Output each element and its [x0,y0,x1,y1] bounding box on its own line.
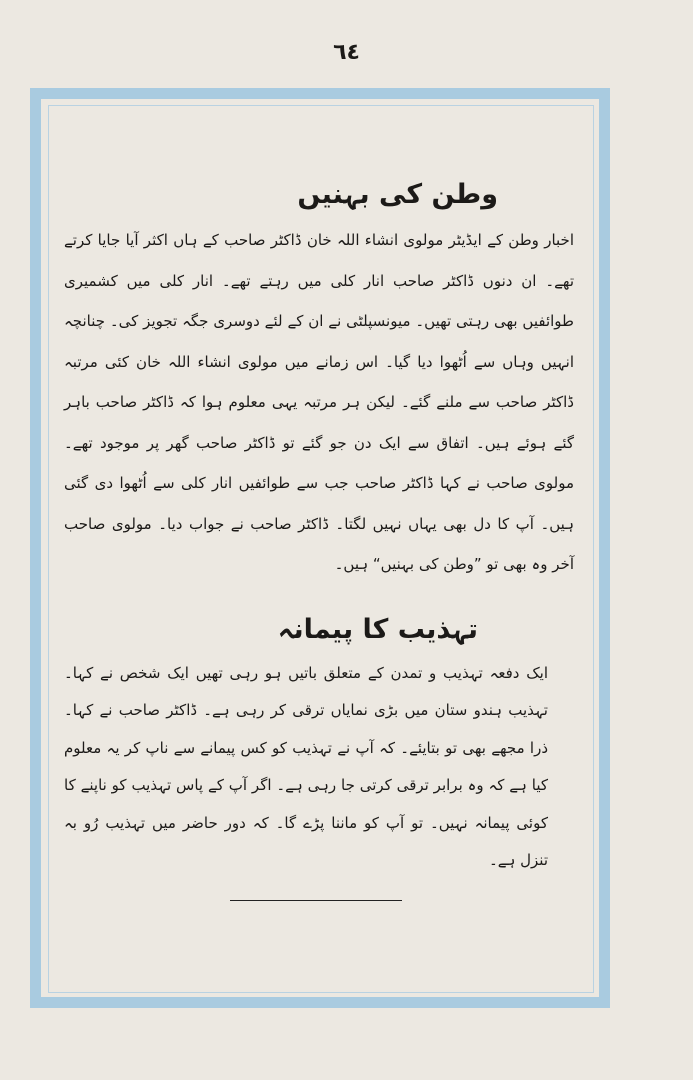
section-title: تہذیب کا پیمانہ [277,613,478,645]
page-content [64,170,574,880]
page-number: ٦٤ [333,40,360,65]
section-paragraph: اخبار وطن کے ایڈیٹر مولوی انشاء اللہ خان ڈاکٹر صاحب کے ہاں اکثر آیا جایا کرتے تھے۔ ان دنوں ڈاکٹر صاحب انار کلی میں رہتے تھے۔ انار کلی میں کشمیری طوائفیں بھی رہتی تھیں۔ میونسپلٹی نے ان کے لئے دوسری جگہ تجویز کی۔ چنانچہ انہیں وہاں سے اُٹھوا دیا گیا۔ اس زمانے میں مولوی انشاء اللہ خان کئی مرتبہ ڈاکٹر صاحب سے ملنے گئے۔ لیکن ہر مرتبہ یہی معلوم ہوا کہ ڈاکٹر صاحب باہر گئے ہوئے ہیں۔ اتفاق سے ایک دن جو گئے تو ڈاکٹر صاحب گھر پر موجود تھے۔ مولوی صاحب نے کہا ڈاکٹر صاحب جب سے طوائفیں انار کلی سے اُٹھوا دی گئی ہیں۔ آپ کا دل بھی یہاں نہیں لگتا۔ ڈاکٹر صاحب نے جواب دیا۔ مولوی صاحب آخر وہ بھی تو ”وطن کی بہنیں“ ہیں۔ [64,231,574,573]
end-divider-line [230,900,402,901]
section-title: وطن کی بہنیں [297,179,498,210]
section-watan-ki-behnein [64,170,574,585]
section-tehzeeb-ka-paimana [64,605,574,880]
section-paragraph: ایک دفعہ تہذیب و تمدن کے متعلق باتیں ہو رہی تھیں ایک شخص نے کہا۔ تہذیب ہندو ستان میں بڑی نمایاں ترقی کر رہی ہے۔ ڈاکٹر صاحب نے کہا۔ ذرا مجھے بھی تو بتایئے۔ کہ آپ نے تہذیب کو کس پیمانے سے ناپ کر یہ معلوم کیا ہے کہ وہ برابر ترقی کرتی جا رہی ہے۔ اگر آپ کے پاس تہذیب کو ناپنے کا کوئی پیمانہ نہیں۔ تو آپ کو ماننا پڑے گا۔ کہ دور حاضر میں تہذیب رُو بہ تنزل ہے۔ [64,663,548,869]
